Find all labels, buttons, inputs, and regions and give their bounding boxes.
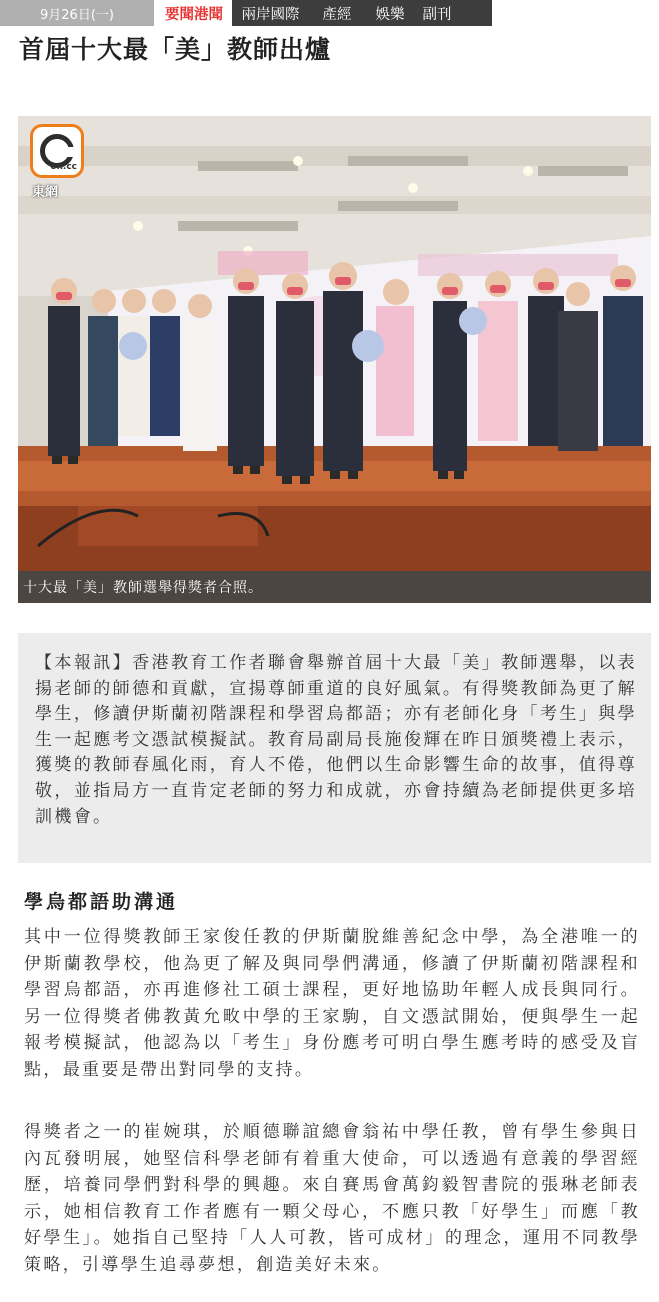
tab-cross-strait-international[interactable]: 兩岸國際 [241, 6, 300, 23]
section-tabs [156, 0, 492, 26]
article-title: 首屆十大最「美」教師出爐 [19, 35, 332, 64]
date-label: 9月26日(一) [0, 0, 156, 26]
photo-caption: 十大最「美」教師選舉得獎者合照。 [18, 571, 651, 603]
tab-news[interactable]: 要聞港聞 [156, 0, 232, 26]
tab-supplement[interactable]: 副刊 [422, 6, 452, 23]
tab-finance[interactable]: 產經 [322, 6, 352, 23]
body-paragraph: 其中一位得獎教師王家俊任教的伊斯蘭脫維善紀念中學，為全港唯一的伊斯蘭教學校，他為更了解及與同學們溝通，修讀了伊斯蘭初階課程和學習烏都語，亦再進修社工碩士課程，更好地協助年輕人成長與同行。另一位得獎者佛教黃允畋中學的王家駒，自文憑試開始，便與學生一起報考模擬試，他認為以「考生」身份應考可明白學生應考時的感受及盲點，最重要是帶出對同學的支持。 [24, 927, 640, 1080]
section-subheading: 學烏都語助溝通 [24, 891, 179, 913]
body-paragraph: 得獎者之一的崔婉琪，於順德聯誼總會翁祐中學任教，曾有學生參與日內瓦發明展，她堅信科學老師有着重大使命，可以透過有意義的學習經歷，培養同學們對科學的興趣。來自賽馬會萬鈞毅智書院的張琳老師表示，她相信教育工作者應有一顆父母心，不應只教「好學生」而應「教好學生」。她指自己堅持「人人可教，皆可成材」的理念，運用不同教學策略，引導學生追尋夢想，創造美好未來。 [24, 1122, 640, 1275]
oncc-logo [28, 124, 88, 198]
lead-box [18, 633, 651, 863]
logo-label: 東網 [32, 185, 59, 200]
article-photo[interactable] [18, 116, 651, 603]
photo-illustration [18, 116, 651, 603]
lead-paragraph: 【本報訊】香港教育工作者聯會舉辦首屆十大最「美」教師選舉，以表揚老師的師德和貢獻，宣揚尊師重道的良好風氣。有得獎教師為更了解學生，修讀伊斯蘭初階課程和學習烏都語；亦有老師化身「考生」與學生一起應考文憑試模擬試。教育局副局長施俊輝在昨日頒獎禮上表示，獲獎的教師春風化雨，育人不倦，他們以生命影響生命的故事，值得尊敬，並指局方一直肯定老師的努力和成就，亦會持續為老師提供更多培訓機會。 [35, 653, 637, 827]
top-nav [0, 0, 492, 26]
oncc-logo-icon: on.cc [30, 124, 84, 178]
tab-entertainment[interactable]: 娛樂 [375, 6, 405, 23]
